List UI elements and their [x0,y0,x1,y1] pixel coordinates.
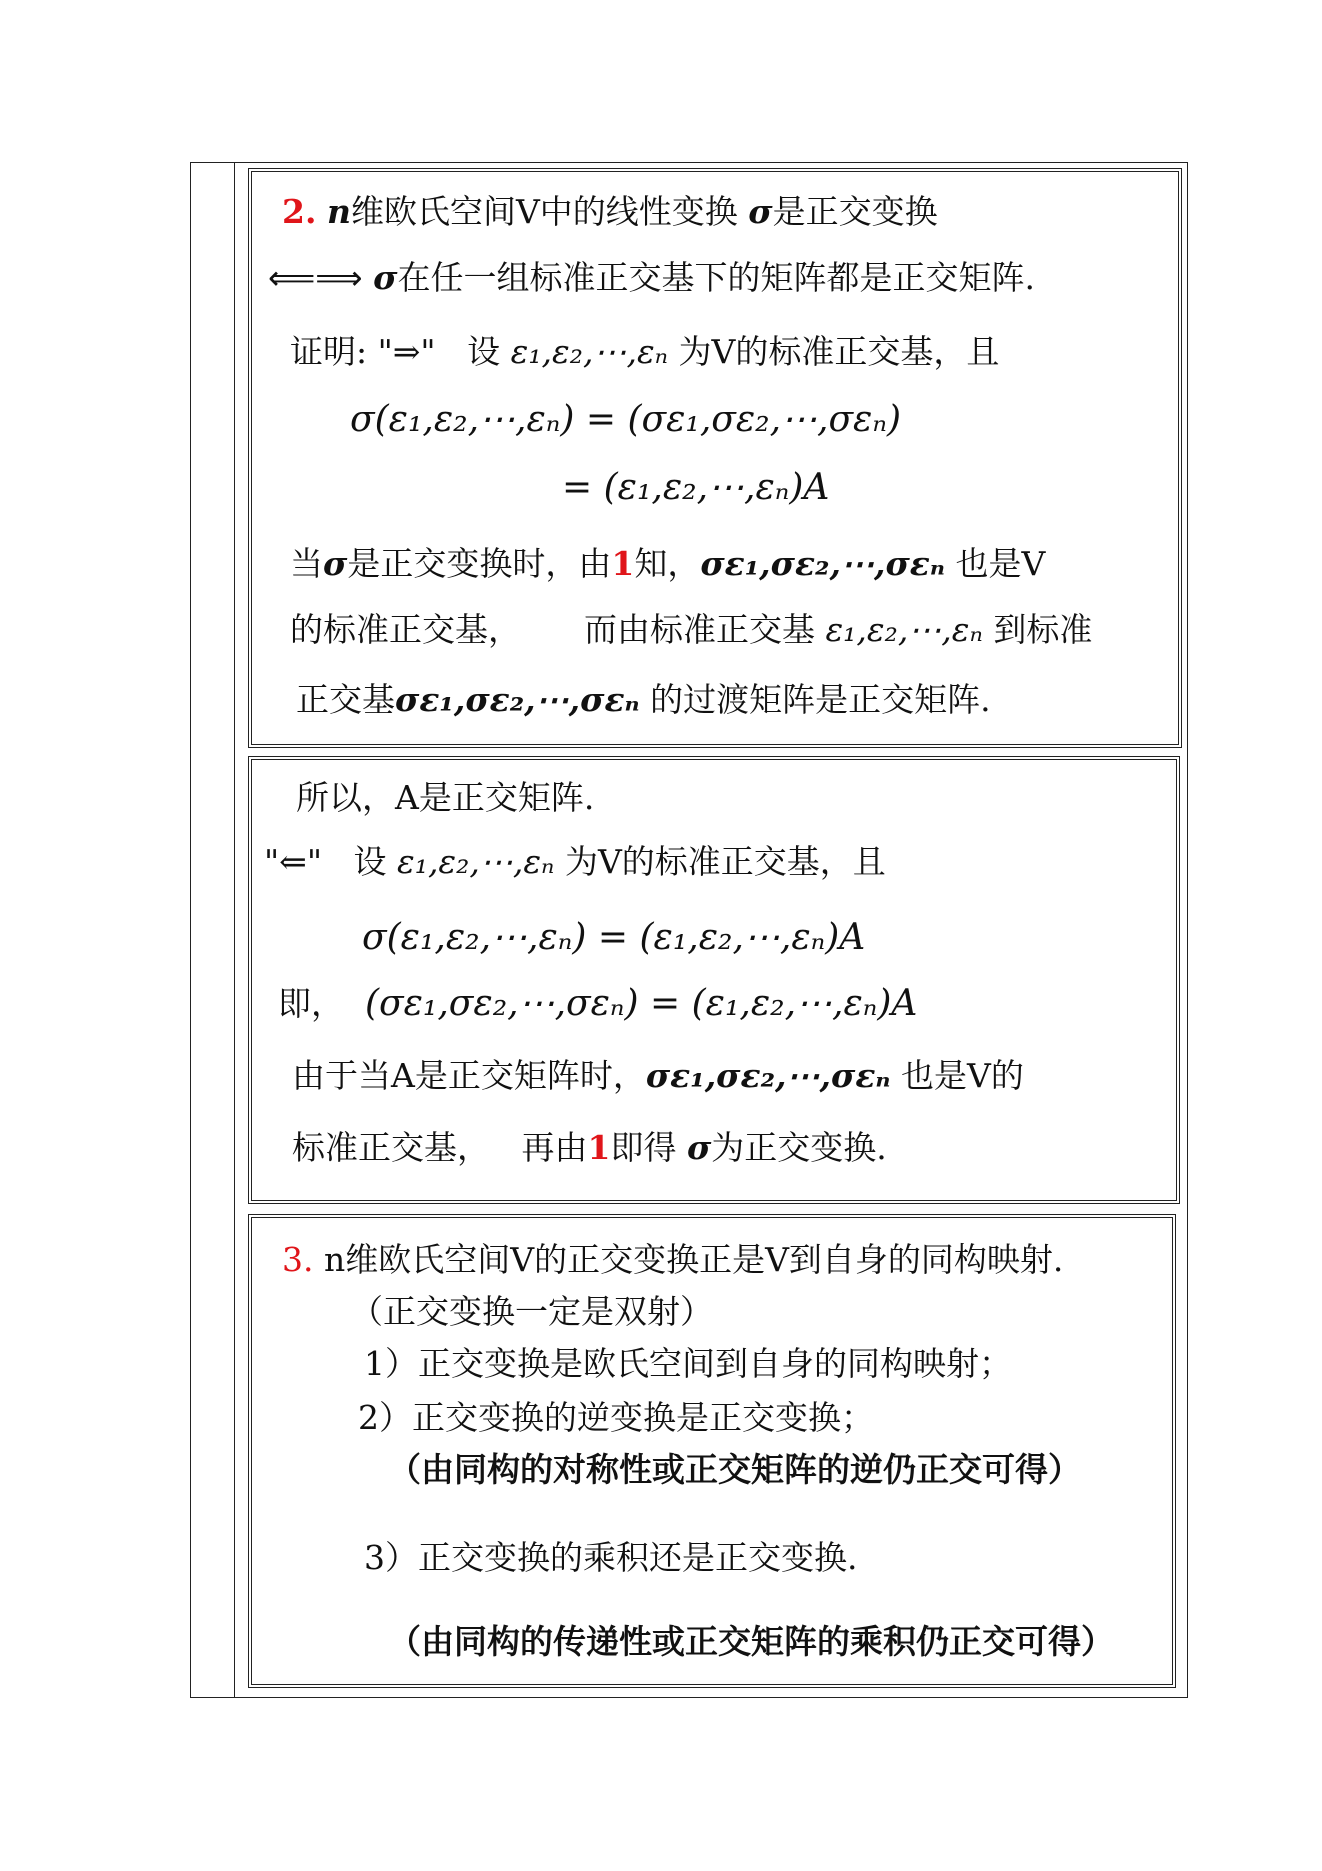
proof-converse-intro [264,842,886,882]
line7-text-c: 到标准 [993,610,1093,649]
basis-expression: ε₁,ε₂,⋯,εₙ [397,842,555,881]
statement-text-c: 在任一组标准正交基下的矩阵都是正交矩阵. [397,258,1035,297]
line5-text-b: 也是V的 [901,1056,1024,1095]
line7-text-a: 的标准正交基， [290,610,521,649]
converse-line-6 [292,1128,887,1168]
line6-text-b: 再由 [521,1128,588,1167]
sigma-symbol: σ [323,544,348,583]
proof-equation-2: = (ε₁,ε₂,⋯,εₙ)A [562,467,830,508]
basis-expression: ε₁,ε₂,⋯,εₙ [510,332,669,371]
conclusion-line: 所以，A是正交矩阵. [296,778,595,817]
theorem-2-equivalence [268,258,1035,298]
property-item-3-note: （由同构的传递性或正交矩阵的乘积仍正交可得） [388,1622,1114,1661]
when-text-c: 知， [634,544,701,583]
property-item-2-note: （由同构的对称性或正交矩阵的逆仍正交可得） [388,1450,1081,1489]
let-text: 设 [467,332,501,371]
basis-expression: ε₁,ε₂,⋯,εₙ [825,610,983,649]
basis-suffix: 为V的标准正交基，且 [678,332,1000,371]
property-item-1: 1）正交变换是欧氏空间到自身的同构映射； [364,1344,1012,1383]
converse-equation-2-line [278,982,917,1025]
proof-line-when [290,544,1045,584]
reference-number: 1 [611,544,635,583]
proof-forward-intro [290,332,999,372]
image-vectors: σε₁,σε₂,⋯,σεₙ [645,1056,891,1095]
when-text-b: 是正交变换时，由 [347,544,612,583]
line6-text-c: 即得 [610,1128,677,1167]
property-item-2: 2）正交变换的逆变换是正交变换； [358,1398,874,1437]
statement-text-a: 维欧氏空间V中的线性变换 [350,192,738,231]
proof-line-transition [296,680,991,720]
theorem-number: 2. [282,192,317,231]
theorem-2-box [248,168,1182,748]
line8-text-a: 正交基 [296,680,395,719]
proof-equation-1: σ(ε₁,ε₂,⋯,εₙ) = (σε₁,σε₂,⋯,σεₙ) [350,399,902,440]
line6-text-a: 标准正交基， [292,1128,490,1167]
image-vectors: σε₁,σε₂,⋯,σεₙ [700,544,945,583]
let-text: 设 [353,842,387,881]
line5-text-a: 由于当A是正交矩阵时， [292,1056,646,1095]
theorem-2-statement [282,192,938,232]
when-text-a: 当 [290,544,323,583]
converse-line-5 [292,1056,1024,1096]
reference-number: 1 [587,1128,611,1167]
converse-equation-1: σ(ε₁,ε₂,⋯,εₙ) = (ε₁,ε₂,⋯,εₙ)A [362,917,866,958]
proof-label: 证明: "⇒" [290,332,436,371]
sigma-symbol: σ [373,258,398,297]
converse-equation-2: (σε₁,σε₂,⋯,σεₙ) = (ε₁,ε₂,⋯,εₙ)A [364,983,918,1024]
proof-line-basis [290,610,1092,650]
theorem-number: 3. [282,1240,314,1279]
line6-text-d: 为正交变换. [711,1128,887,1167]
sigma-symbol: σ [686,1128,712,1167]
theorem-3-title: n维欧氏空间V的正交变换正是V到自身的同构映射. [324,1240,1064,1279]
sigma-symbol: σ [748,192,773,231]
line8-text-b: 的过渡矩阵是正交矩阵. [650,680,991,719]
when-text-d: 也是V [955,544,1046,583]
iff-arrow-icon: ⟸⟹ [268,258,363,297]
table-column-divider [234,162,235,1698]
converse-label: "⇐" [264,842,323,881]
dimension-n: n [326,192,351,231]
image-vectors: σε₁,σε₂,⋯,σεₙ [395,680,640,719]
ie-text: 即， [278,984,344,1023]
line7-text-b: 而由标准正交基 [583,610,815,649]
bijection-note: （正交变换一定是双射） [350,1292,713,1331]
statement-text-b: 是正交变换 [772,192,938,231]
basis-suffix: 为V的标准正交基，且 [564,842,886,881]
property-item-3: 3）正交变换的乘积还是正交变换. [364,1538,858,1577]
theorem-3-statement [282,1240,1063,1280]
